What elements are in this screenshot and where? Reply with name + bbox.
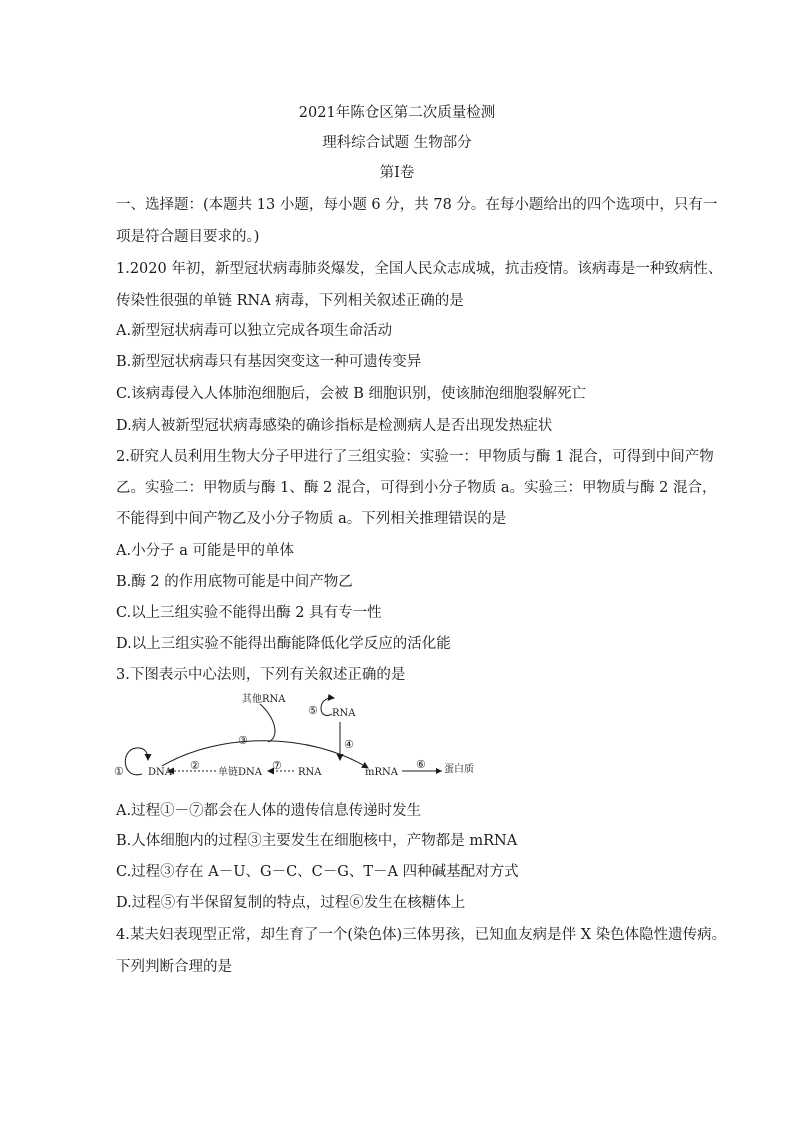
question-stem: 3.下图表示中心法则，下列有关叙述正确的是 bbox=[116, 667, 406, 683]
option-a: A.小分子 a 可能是甲的单体 bbox=[116, 543, 294, 559]
instructions-line: 项是符合题目要求的。) bbox=[116, 229, 260, 245]
arrow-other-rna bbox=[260, 704, 275, 742]
question-stem: 传染性很强的单链 RNA 病毒，下列相关叙述正确的是 bbox=[116, 293, 464, 309]
protein-arrow bbox=[402, 766, 444, 776]
option-d: D.以上三组实验不能得出酶能降低化学反应的活化能 bbox=[116, 636, 451, 652]
question-stem: 1.2020 年初，新型冠状病毒肺炎爆发，全国人民众志成城，抗击疫情。该病毒是一种致病性、 bbox=[116, 261, 723, 277]
instructions-line: 一、选择题：(本题共 13 小题，每小题 6 分，共 78 分。在每小题给出的四个选项中，只有一 bbox=[116, 197, 718, 213]
option-c: C.以上三组实验不能得出酶 2 具有专一性 bbox=[116, 605, 382, 621]
question-stem: 不能得到中间产物乙及小分子物质 a。下列相关推理错误的是 bbox=[116, 511, 507, 527]
option-c: C.该病毒侵入人体肺泡细胞后，会被 B 细胞识别，使该肺泡细胞裂解死亡 bbox=[116, 386, 587, 402]
num-6: ⑥ bbox=[416, 758, 426, 771]
label-rna-mid: RNA bbox=[298, 767, 322, 778]
option-b: B.新型冠状病毒只有基因突变这一种可遗传变异 bbox=[116, 354, 422, 370]
volume-label: 第Ⅰ卷 bbox=[379, 165, 415, 181]
question-stem: 下列判断合理的是 bbox=[116, 959, 232, 975]
option-b: B.酶 2 的作用底物可能是中间产物乙 bbox=[116, 574, 353, 590]
question-stem: 乙。实验二：甲物质与酶 1、酶 2 混合，可得到小分子物质 a。实验三：甲物质与酶 2 混合， bbox=[116, 480, 717, 496]
arrow-dna-replication bbox=[125, 748, 148, 775]
label-other-rna: 其他RNA bbox=[242, 694, 286, 705]
option-b: B.人体细胞内的过程③主要发生在细胞核中，产物都是 mRNA bbox=[116, 833, 518, 849]
num-4: ④ bbox=[344, 738, 354, 751]
option-a: A.新型冠状病毒可以独立完成各项生命活动 bbox=[116, 323, 393, 339]
num-1: ① bbox=[114, 765, 124, 778]
num-3: ③ bbox=[238, 734, 248, 747]
label-rna-top: RNA bbox=[332, 708, 356, 719]
label-protein-outside: 蛋白质 bbox=[444, 764, 474, 775]
exam-subtitle: 理科综合试题 生物部分 bbox=[322, 135, 472, 151]
option-a: A.过程①－⑦都会在人体的遗传信息传递时发生 bbox=[116, 803, 422, 819]
label-mrna: mRNA bbox=[365, 767, 398, 778]
question-stem: 2.研究人员利用生物大分子甲进行了三组实验：实验一：甲物质与酶 1 混合，可得到中间产物 bbox=[116, 449, 714, 465]
num-7: ⑦ bbox=[272, 759, 282, 772]
num-5: ⑤ bbox=[308, 704, 318, 717]
num-2: ② bbox=[190, 759, 200, 772]
option-c: C.过程③存在 A－U、G－C、C－G、T－A 四种碱基配对方式 bbox=[116, 864, 519, 880]
exam-title: 2021年陈仓区第二次质量检测 bbox=[298, 105, 496, 121]
central-dogma-diagram bbox=[110, 688, 440, 788]
option-d: D.过程⑤有半保留复制的特点，过程⑥发生在核糖体上 bbox=[116, 895, 466, 911]
question-stem: 4.某夫妇表现型正常，却生育了一个(染色体)三体男孩，已知血友病是伴 X 染色体隐性遗传病。 bbox=[116, 927, 727, 943]
option-d: D.病人被新型冠状病毒感染的确诊指标是检测病人是否出现发热症状 bbox=[116, 418, 553, 434]
label-ssdna: 单链DNA bbox=[218, 767, 262, 778]
label-dna: DNA bbox=[148, 767, 172, 778]
